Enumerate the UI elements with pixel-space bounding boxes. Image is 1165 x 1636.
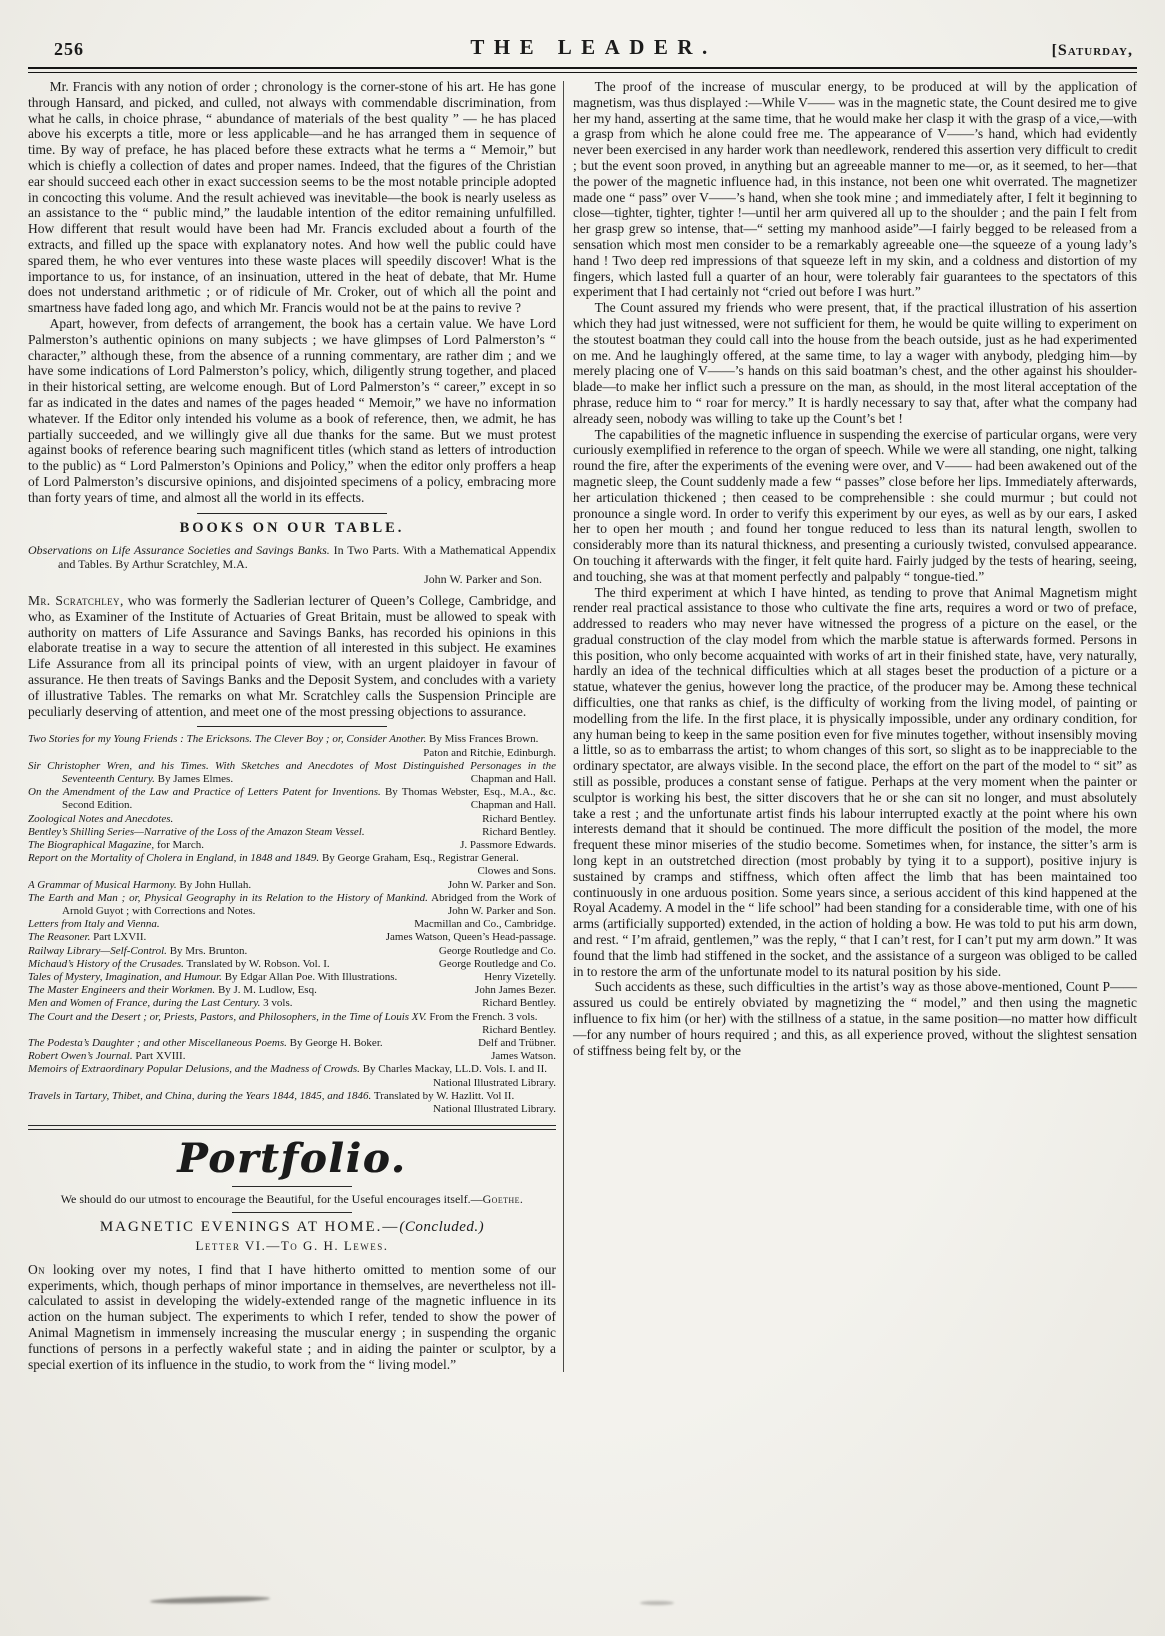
- article-paragraph: Such accidents as these, such difficulties in the artist’s way as those above-mentioned, Count P—— assured us could be entirely obviated by magnetizing the “ model,” and then using the magnetic influence to fix him (or her) with the stillness of a statue, in the same position—no matter how difficult—for any number of hours required ; and this, as all experience proved, without the slightest sensation of stiffness being felt by, or the: [573, 979, 1137, 1058]
- page-header: [28, 24, 1137, 60]
- book-entry: [28, 826, 556, 839]
- right-column: [573, 79, 1137, 1372]
- book-title: Men and Women of France, during the Last Century.: [28, 997, 261, 1010]
- review-paragraph: [28, 593, 556, 719]
- book-publisher: George Routledge and Co.: [438, 957, 556, 970]
- book-publisher: John James Bezer.: [475, 984, 556, 997]
- letter-paragraph: [28, 1262, 556, 1373]
- magnetic-heading-note: (Concluded.): [399, 1218, 485, 1235]
- section-rule: [232, 1212, 352, 1213]
- book-title: Travels in Tartary, Thibet, and China, during the Years 1844, 1845, and 1846.: [28, 1089, 372, 1102]
- book-detail: Part XVIII.: [135, 1050, 186, 1063]
- book-publisher: Richard Bentley.: [482, 825, 556, 838]
- book-entry: [28, 839, 556, 852]
- book-publisher: National Illustrated Library.: [433, 1076, 556, 1089]
- portfolio-motto: [49, 1192, 535, 1207]
- book-entry: [28, 892, 556, 918]
- book-entry: [28, 879, 556, 892]
- book-publisher: Macmillan and Co., Cambridge.: [414, 918, 556, 931]
- book-title: Letters from Italy and Vienna.: [28, 918, 160, 931]
- book-entry: [28, 945, 556, 958]
- book-title: The Biographical Magazine,: [28, 839, 155, 852]
- article-paragraph: Mr. Francis with any notion of order ; chronology is the corner-stone of his art. He has gone through Hansard, and picked, and culled, not always with commendable discrimination, from what he calls, in choice phrase, “ abundance of materials of the best quality ” — he has placed above his excerpts a title, more or less applicable—and he has arranged them in sequence of time. By way of preface, he has placed before these extracts what he terms a “ Memoir,” but which is chiefly a collection of dates and proper names. Indeed, that the figures of the Christian ear should succeed each other in exact succession seems to be the most notable principle adopted in concocting this volume. And the result achieved was inevitable—the book is nearly useless as an assistance to the “ public mind,” the laudable intention of the editor remaining unfulfilled. How different that result would have been had Mr. Francis excluded about a fourth of the extracts, and filled up the space with explanatory notes. And how well the public could have spared them, he who ever ventures into these waste places will speedily discover! What is the importance to us, for instance, of an insinuation, uttered in the heat of debate, that Mr. Hume does not understand arithmetic ; or of ridicule of Mr. Croker, out of which all the point and smartness have faded long ago, and which Mr. Francis would not be at the pains to revive ?: [28, 79, 556, 316]
- book-title: Michaud’s History of the Crusades.: [28, 957, 184, 970]
- book-entry: [28, 1037, 556, 1050]
- book-entry: [28, 1050, 556, 1063]
- book-entry: [28, 971, 556, 984]
- book-publisher: Richard Bentley.: [482, 997, 556, 1010]
- book-publisher: Chapman and Hall.: [470, 799, 556, 812]
- book-title: Two Stories for my Young Friends : The Ericksons. The Clever Boy ; or, Consider Another.: [28, 733, 427, 746]
- book-detail: From the French. 3 vols.: [429, 1010, 538, 1023]
- column-divider: [563, 81, 564, 1372]
- books-on-our-table-heading: BOOKS ON OUR TABLE.: [179, 519, 405, 536]
- book-detail: By Mrs. Brunton.: [169, 944, 248, 957]
- letter-lead: On: [28, 1261, 46, 1277]
- book-title: Bentley’s Shilling Series—Narrative of the Loss of the Amazon Steam Vessel.: [28, 825, 365, 838]
- ink-smudge: [150, 1595, 270, 1604]
- header-rule: [28, 67, 1137, 73]
- book-publisher: Richard Bentley.: [482, 812, 556, 825]
- book-title: Memoirs of Extraordinary Popular Delusions, and the Madness of Crowds.: [28, 1063, 360, 1076]
- book-entry: [28, 813, 556, 826]
- book-detail: Part LXVII.: [93, 931, 147, 944]
- book-publisher: John W. Parker and Son.: [447, 905, 556, 918]
- book-title: Railway Library—Self-Control.: [28, 944, 167, 957]
- book-publisher: National Illustrated Library.: [433, 1103, 556, 1116]
- book-title: On the Amendment of the Law and Practice of Letters Patent for Inventions.: [28, 786, 381, 799]
- book-detail: Translated by W. Hazlitt. Vol II.: [373, 1089, 515, 1102]
- book-title: The Reasoner.: [28, 931, 91, 944]
- book-title: The Earth and Man ; or, Physical Geography in its Relation to the History of Mankind.: [28, 891, 428, 904]
- book-publisher: Richard Bentley.: [482, 1023, 556, 1036]
- citation-title: Observations on Life Assurance Societies and Savings Banks.: [28, 542, 330, 557]
- book-entry: [28, 760, 556, 786]
- section-rule: [232, 1186, 352, 1187]
- book-entry: [28, 958, 556, 971]
- book-title: The Podesta’s Daughter ; and other Miscellaneous Poems.: [28, 1037, 287, 1050]
- book-entry: [28, 931, 556, 944]
- book-detail: By Thomas Webster, Esq., M.A., &c. Second Edition.: [62, 786, 556, 812]
- book-detail: By George Graham, Esq., Registrar General.: [321, 852, 519, 865]
- book-detail: By John Hullah.: [179, 878, 252, 891]
- motto-text: We should do our utmost to encourage the Beautiful, for the Useful encourages itself.—: [60, 1192, 483, 1207]
- citation-publisher: John W. Parker and Son.: [424, 571, 542, 586]
- book-entry: [28, 1011, 556, 1037]
- ink-smudge: [640, 1601, 674, 1605]
- book-title: A Grammar of Musical Harmony.: [28, 878, 177, 891]
- book-publisher: Paton and Ritchie, Edinburgh.: [423, 746, 556, 759]
- article-paragraph: The capabilities of the magnetic influence in suspending the exercise of particular organs, were very curiously exemplified in reference to the organ of speech. While we were all standing, one night, talking round the fire, after the experiments of the evening were over, and V—— had been awakened out of the magnetic sleep, the Count suddenly made a few “ passes” close before her lips. Immediately afterwards, her articulation thickened ; then ceased to be comprehensible : she could murmur ; but could not pronounce a single word. In order to verify this experiment by our eyes, as well as by our ears, I asked her to open her mouth ; and found her tongue reduced to less than its natural length, swollen to considerably more than its natural thickness, and presenting a curiously twisted, convulsed appearance. On touching it afterwards with the finger, it felt quite hard. Fairly judged by the tests of hearing, seeing, and touching, she was at that moment perfectly and palpably “ tongue-tied.”: [573, 426, 1137, 584]
- article-paragraph: Apart, however, from defects of arrangement, the book has a certain value. We have Lord Palmerston’s authentic opinions on many subjects ; we have glimpses of Lord Palmerston’s “ character,” although these, from the absence of a running commentary, are rather dim ; and we have some indications of Lord Palmerston’s policy, which, diligently strung together, and placed in their historical setting, are welcome enough. But of Lord Palmerston’s “ career,” except in so far as indicated in the dates and names of the pages headed “ Memoir,” we have no information whatever. If the Editor only intended his volume as a book of reference, then, we admit, he has partially succeeded, and we willingly give all due thanks for the same. But we must protest against books of reference bearing such magnificent titles (which stand as letters of introduction to the public) as “ Lord Palmerston’s Opinions and Policy,” when the editor only proffers a heap of Lord Palmerston’s discursive opinions, and disjointed specimens of a policy, embracing more than forty years of time, and almost all the world in its effects.: [28, 315, 556, 505]
- book-detail: By J. M. Ludlow, Esq.: [217, 984, 317, 997]
- book-entry: [28, 1090, 556, 1116]
- book-entry: [28, 1063, 556, 1089]
- left-column: [28, 79, 556, 1372]
- book-title: Tales of Mystery, Imagination, and Humour.: [28, 971, 222, 984]
- book-publisher: Chapman and Hall.: [470, 773, 556, 785]
- book-title: Zoological Notes and Anecdotes.: [28, 812, 174, 825]
- article-paragraph: The Count assured my friends who were present, that, if the practical illustration of his assertion which they had just witnessed, were not sufficient for them, he would be quite willing to experiment on the stoutest boatman they could call into the house from the beach outside, just as he had experimented on me. And he laughingly offered, at the same time, to lay a wager with anybody, pledging him—by merely placing one of V——’s hands on this said boatman’s chest, and the other against his shoulder-blade—to make her inflict such a pressure on the man, as should, in the most literal acceptation of the phrase, reduce him to “ roar for mercy.” It is hardly necessary to say that, after what the company had already seen, nobody was willing to take up the Count’s bet !: [573, 300, 1137, 426]
- book-title: Report on the Mortality of Cholera in England, in 1848 and 1849.: [28, 852, 320, 865]
- letter-subheading: Letter VI.—To G. H. Lewes.: [195, 1237, 389, 1253]
- book-publisher: James Watson.: [491, 1050, 556, 1063]
- book-entry: [28, 786, 556, 812]
- book-entry: [28, 918, 556, 931]
- book-detail: By Miss Frances Brown.: [428, 733, 539, 746]
- book-detail: for March.: [156, 839, 204, 852]
- book-publisher: Clowes and Sons.: [477, 865, 556, 878]
- book-title: Robert Owen’s Journal.: [28, 1050, 133, 1063]
- book-entry: [28, 984, 556, 997]
- book-publisher: John W. Parker and Son.: [447, 878, 556, 891]
- book-detail: By James Elmes.: [157, 773, 234, 785]
- book-citation: [28, 543, 556, 587]
- motto-attribution: Goethe.: [482, 1192, 524, 1207]
- review-text: , who was formerly the Sadlerian lecturer of Queen’s College, Cambridge, and who, as Examiner of the Institute of Actuaries of Great Britain, must be allowed to speak with authority on matters of Life Assurance and Savings Banks, has recorded his opinions in this elaborate treatise in a way to secure the attention of all interested in this subject. He examines Life Assurance from all its principal points of view, with an urgent plaidoyer in favour of assurance. He then treats of Savings Banks and the Deposit System, and concludes with a variety of illustrative Tables. The remarks on what Mr. Scratchley calls the Suspension Principle are peculiarly deserving of attention, and meet one of the most pressing objections to assurance.: [28, 593, 556, 719]
- book-title: Sir Christopher Wren, and his Times. With Sketches and Anecdotes of Most Distinguished Personages in the Seventeenth Century.: [28, 759, 556, 785]
- letter-text: looking over my notes, I find that I have hitherto omitted to mention some of our experiments, which, though perhaps of minor importance in themselves, are nevertheless not ill-calculated to assist in developing the widely-extended range of the magnetic influence in its action on the human subject. The experiments to which I refer, tended to show the power of Animal Magnetism in immensely increasing the muscular energy ; in suspending the organic functions of persons in a perfectly wakeful state ; and in aiding the painter or sculptor, by a special exertion of its influence in the studio, to work from the “ living model.”: [28, 1261, 556, 1372]
- book-detail: Translated by W. Robson. Vol. I.: [186, 957, 330, 970]
- book-publisher: Delf and Trübner.: [478, 1037, 556, 1050]
- article-continuation: [28, 79, 556, 506]
- article-paragraph: The proof of the increase of muscular energy, to be produced at will by the application of magnetism, was thus displayed :—While V—— was in the magnetic state, the Count desired me to give her my hand, asserting at the same time, that he would make her clasp it with the grasp of a vice,—with a grasp from which he alone could free me. The appearance of V——’s hand, which had evidently never been exercised in any harder work than needlework, rendered this assertion very difficult to credit ; but the event soon proved, in anything but an agreeable manner to me—or, as it seemed, to her—that the power of the magnetic influence had, in this instance, not been one whit overrated. The magnetizer made one “ pass” over V——’s hand, when she took mine ; and immediately after, I felt it beginning to close—tighter, tighter, tighter !—until her arm quivered all up to the shoulder ; and the pain I felt from her grasp grew so intense, that—“ setting my manhood aside”—I fairly begged to be released from a sensation which most men consider to be a remarkably agreeable one—the squeeze of a young lady’s hand ! Two deep red impressions of that squeeze left in my skin, and a coldness and distortion of my fingers, which lasted full a quarter of an hour, were tolerably fair guarantees to the spectators of this experiment that I had certainly not “cried out before I was hurt.”: [573, 79, 1137, 300]
- book-publisher: James Watson, Queen’s Head-passage.: [385, 931, 556, 944]
- portfolio-title: Portfolio.: [177, 1135, 407, 1183]
- book-detail: By George H. Boker.: [289, 1037, 383, 1050]
- book-title: The Master Engineers and their Workmen.: [28, 984, 216, 997]
- page-body: [28, 79, 1137, 1372]
- book-detail: By Charles Mackay, LL.D. Vols. I. and II.: [362, 1063, 548, 1076]
- book-title: The Court and the Desert ; or, Priests, Pastors, and Philosophers, in the Time of Louis XV.: [28, 1010, 427, 1023]
- page-number: 256: [54, 39, 84, 59]
- section-rule: [197, 726, 387, 727]
- book-publisher: George Routledge and Co.: [438, 944, 556, 957]
- book-publisher: Henry Vizetelly.: [484, 971, 556, 984]
- article-paragraph: The third experiment at which I have hinted, as tending to prove that Animal Magnetism might render real practical assistance to those who cultivate the fine arts, requires a word or two of preface, addressed to readers who may never have witnessed the progress of a picture on the easel, or the gradual construction of the clay model from which the marble statue is afterwards formed. Persons in this position, who only become acquainted with works of art in their finished state, have, very naturally, hardly an idea of the technical difficulties which at all stages beset the production of a picture or a statue, whatever the genius, however long the practice, of the producer may be. Among these technical difficulties, one that ranks as chief, is the difficulty of working from the living model, of painting or modelling from the life. In the first place, it is physically impossible, under any ordinary condition, for any human being to keep in the same position even for five minutes together, without insensibly moving a little, so as to embarrass the artist; to whom changes of this sort, so slight as to be inappreciable to the ordinary spectator, are always visible. In the second place, the effort on the part of the model to “ sit” as still as possible, produces a constant sense of fatigue. Perhaps at the very moment when the painter or sculptor is working his best, the sitter discovers that he or she can sit no longer, and must absolutely take a rest ; and the unfortunate artist finds his labour interrupted exactly at the point where his own interests demand that it should be continued. The more difficult the position of the model, the more frequent these minor miseries of the studio become. Sometimes when, for instance, the sitter’s arm is long kept in an outstretched direction (most probably by tying it to a support), positive injury is sustained by cramps and stiffness, which often affect the limb that has been maintained too continuously in one arduous position. Some years since, a serious accident of this kind happened at the Royal Academy. A model in the “ life school” had been standing for a considerable time, with one of his arms (artificially supported) extended, in the action of holding a bow. He was told to put his arm down, and rest. “ I’m afraid, gentlemen,” was the reply, “ that I can’t rest, for I can’t put my arm down.” It was found that the limb had stiffened in the socket, and the assistance of a surgeon was obliged to be called in to restore the arm of the unfortunate model to its natural position by his side.: [573, 584, 1137, 979]
- portfolio-divider: [28, 1125, 556, 1130]
- book-detail: 3 vols.: [263, 997, 293, 1010]
- book-entry: [28, 997, 556, 1010]
- magnetic-evenings-heading: [28, 1219, 556, 1236]
- book-publisher: J. Passmore Edwards.: [460, 839, 556, 852]
- date-label: [Saturday,: [1051, 42, 1133, 59]
- masthead-title: THE LEADER.: [470, 35, 717, 59]
- review-lead: Mr. Scratchley: [28, 593, 120, 609]
- book-detail: By Edgar Allan Poe. With Illustrations.: [224, 971, 398, 984]
- book-detail: Abridged from the Work of Arnold Guyot ; with Corrections and Notes.: [62, 891, 556, 918]
- section-rule: [197, 513, 387, 514]
- citation-detail: In Two Parts. With a Mathematical Appendix and Tables. By Arthur Scratchley, M.A.: [58, 542, 557, 572]
- book-list: [28, 733, 556, 1116]
- magnetic-heading-main: MAGNETIC EVENINGS AT HOME.—: [99, 1218, 400, 1235]
- book-entry: [28, 852, 556, 878]
- book-entry: [28, 733, 556, 759]
